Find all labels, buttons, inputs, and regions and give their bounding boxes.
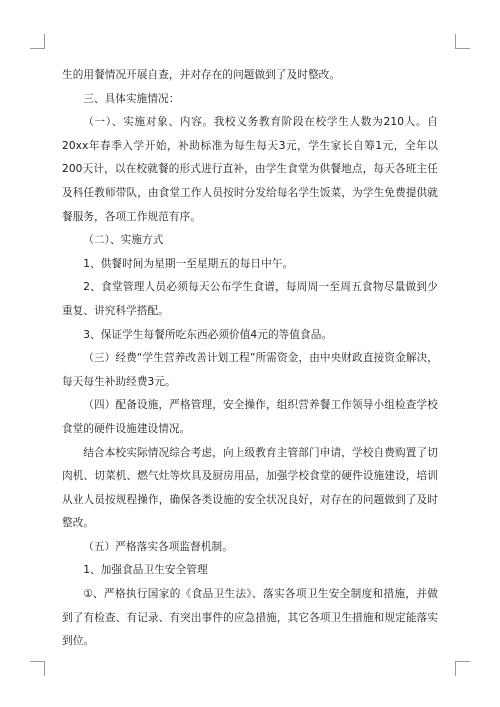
list-item-food-safety: 1、加强食品卫生安全管理 [83,564,208,577]
paragraph-continuation: 生的用餐情况开展自查，并对存在的问题做到了及时整改。 [62,69,341,81]
paragraph-hygiene-law: ①、严格执行国家的《食品卫生法》、落实各项卫生安全制度和措施，并做到了有检查、有记录、有突出事件的应急措施，其它各项卫生措施和规定能落实到位。 [62,588,438,648]
subheading-methods: （二）、实施方式 [83,234,164,247]
paragraph-equipment: 结合本校实际情况综合考虑，向上级教育主管部门申请，学校自费购置了切肉机、切菜机、燃气灶等炊具及厨房用品，加强学校食堂的硬件设施建设，培训从业人员按规程操作，确保各类设施的安全状况良好，对存在的问题做到了及时整改。 [62,446,438,530]
paragraph-target-content: （一）、实施对象、内容。我校义务教育阶段在校学生人数为210人。自20xx年春季入学开始，补助标准为每生每天3元，学生家长自筹1元，全年以200天计，以在校就餐的形式进行直补，由学生食堂为供餐地点，每天各班主任及科任教师带队，由食堂工作人员按时分发给每名学生饭菜，为学生免费提供就餐服务，各项工作规范有序。 [62,116,438,223]
crop-mark-bottom-right [455,661,470,676]
list-item-meal-time: 1、供餐时间为星期一至星期五的每日中午。 [83,257,294,270]
subheading-supervision: （五）严格落实各项监督机制。 [83,540,233,553]
document-body [62,64,438,654]
section-heading-implementation: 三、具体实施情况： [83,92,180,105]
list-item-meal-value: 3、保证学生每餐所吃东西必须价值4元的等值食品。 [83,328,333,341]
crop-mark-bottom-left [30,661,45,676]
paragraph-funding: （三）经费“学生营养改善计划工程”所需资金，由中央财政直接资金解决，每天每生补助经费3元。 [62,352,438,388]
crop-mark-top-right [455,34,470,49]
crop-mark-top-left [30,34,45,49]
list-item-menu: 2、食堂管理人员必须每天公布学生食谱，每周周一至周五食物尽量做到少重复、讲究科学搭配。 [62,281,438,317]
paragraph-facilities: （四）配备设施，严格管理，安全操作，组织营养餐工作领导小组检查学校食堂的硬件设施建设情况。 [62,399,438,435]
